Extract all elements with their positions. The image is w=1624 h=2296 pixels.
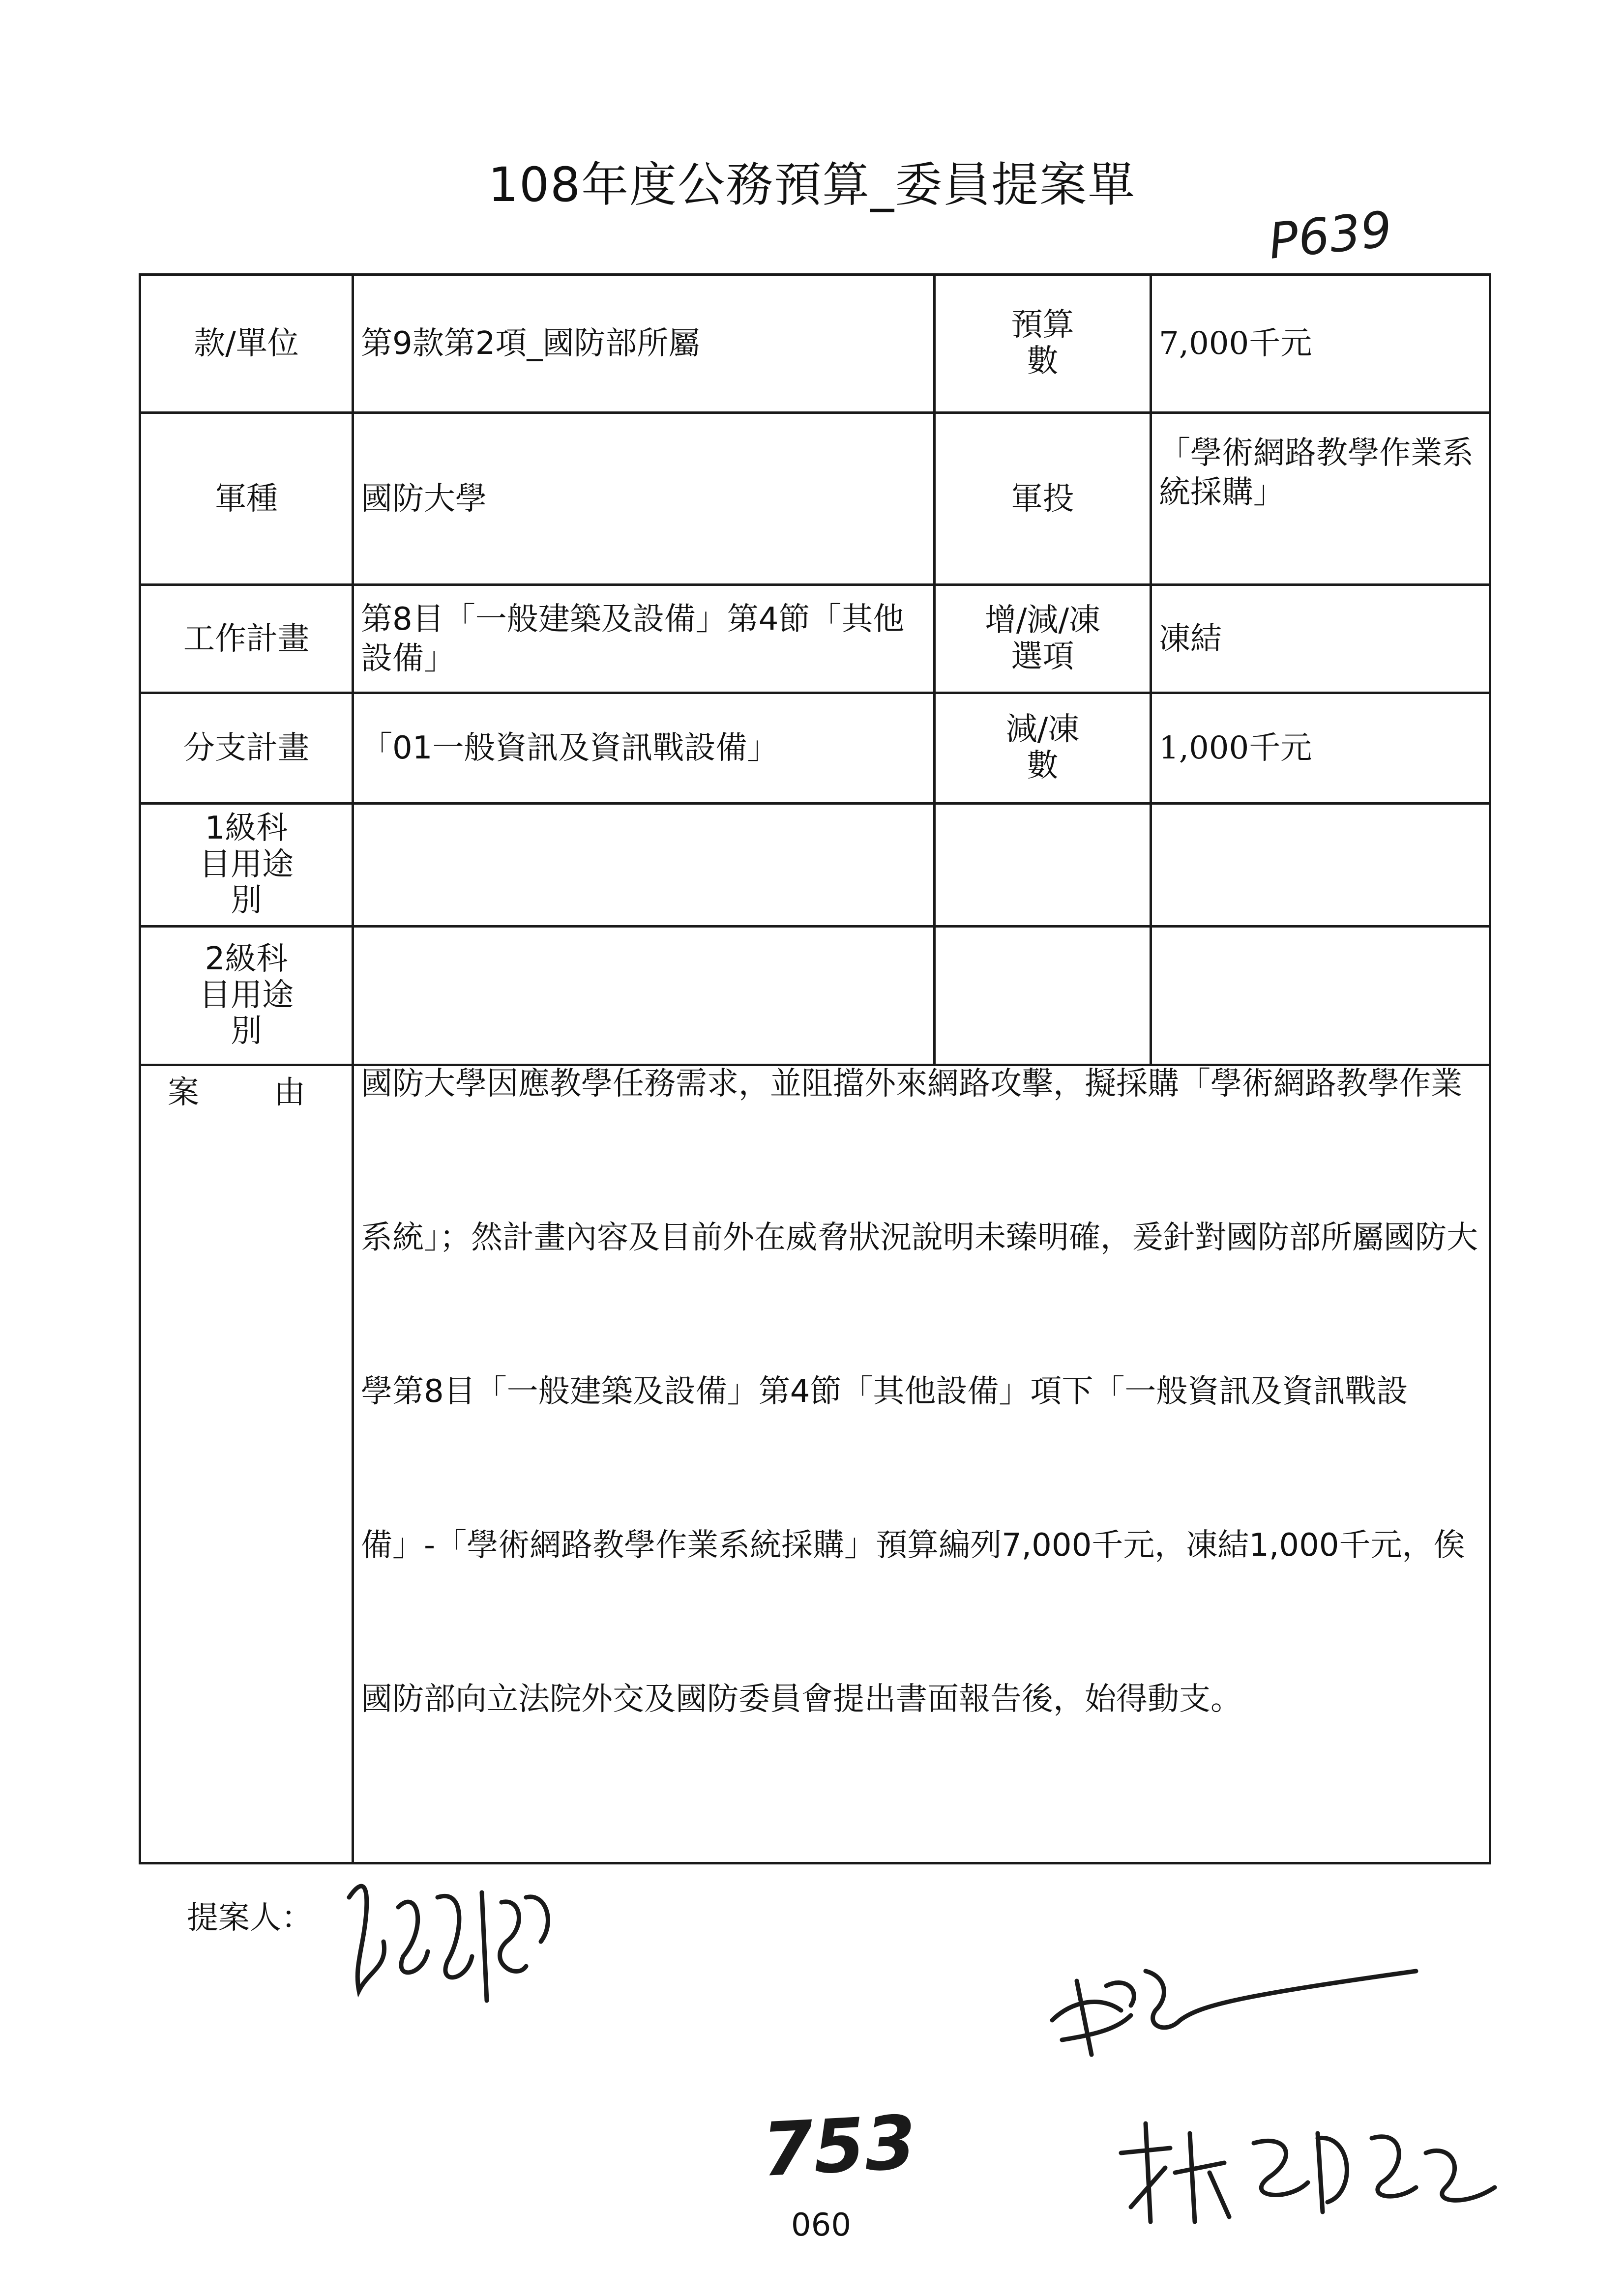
value-level1 [353, 804, 935, 927]
label-budget-amount: 預算數 [935, 275, 1151, 413]
signature-3 [1111, 2094, 1514, 2241]
signature-1 [339, 1868, 565, 2035]
label-level1: 1級科目用途別 [140, 804, 353, 927]
reason-text-cell [353, 1065, 1490, 1863]
reason-text: 國防大學因應教學任務需求，並阻擋外來網路攻擊，擬採購「學術網路教學作業系統」；然計畫內容及目前外在威脅狀況說明未臻明確，爰針對國防部所屬國防大學第8目「一般建築及設備」第4節「其他設備」項下「一般資訊及資訊戰設備」-「學術網路教學作業系統採購」預算編列7,000千元，凍結1,000千元，俟國防部向立法院外交及國防委員會提出書面報告後，始得動支。 [361, 1066, 1478, 1717]
value-action-option: 凍結 [1151, 585, 1490, 693]
row-sub-plan [140, 693, 1490, 804]
row-level2 [140, 927, 1490, 1065]
stamp-number: 753 [760, 2099, 918, 2194]
row-unit [140, 275, 1490, 413]
proposer-label: 提案人： [187, 1900, 313, 1936]
page-number: 060 [791, 2207, 852, 2243]
label-work-plan: 工作計畫 [140, 585, 353, 693]
handwritten-reference: P639 [1266, 200, 1395, 270]
document-title: 108年度公務預算_委員提案單 [488, 157, 1136, 212]
value-level2 [353, 927, 935, 1065]
label-military-investment: 軍投 [935, 413, 1151, 585]
row-work-plan [140, 585, 1490, 693]
label-action-option: 增/減/凍選項 [935, 585, 1151, 693]
label-level1-extra [935, 804, 1151, 927]
value-reduce-freeze-amount: 1,000千元 [1151, 693, 1490, 804]
row-level1 [140, 804, 1490, 927]
row-branch [140, 413, 1490, 585]
value-military-investment: 「學術網路教學作業系統採購」 [1151, 413, 1490, 585]
signature-2 [1033, 1942, 1436, 2089]
label-reason: 案 由 [168, 1075, 305, 1111]
proposal-form-table [139, 273, 1491, 1864]
label-reason-cell [140, 1065, 353, 1863]
value-work-plan: 第8目「一般建築及設備」第4節「其他設備」 [353, 585, 935, 693]
value-level1-extra [1151, 804, 1490, 927]
label-reduce-freeze-amount: 減/凍數 [935, 693, 1151, 804]
label-branch: 軍種 [140, 413, 353, 585]
value-budget-amount: 7,000千元 [1151, 275, 1490, 413]
value-sub-plan: 「01一般資訊及資訊戰設備」 [353, 693, 935, 804]
value-branch: 國防大學 [353, 413, 935, 585]
row-reason [140, 1065, 1490, 1863]
label-unit: 款/單位 [140, 275, 353, 413]
label-level2-extra [935, 927, 1151, 1065]
value-unit: 第9款第2項_國防部所屬 [353, 275, 935, 413]
label-sub-plan: 分支計畫 [140, 693, 353, 804]
label-level2: 2級科目用途別 [140, 927, 353, 1065]
value-level2-extra [1151, 927, 1490, 1065]
